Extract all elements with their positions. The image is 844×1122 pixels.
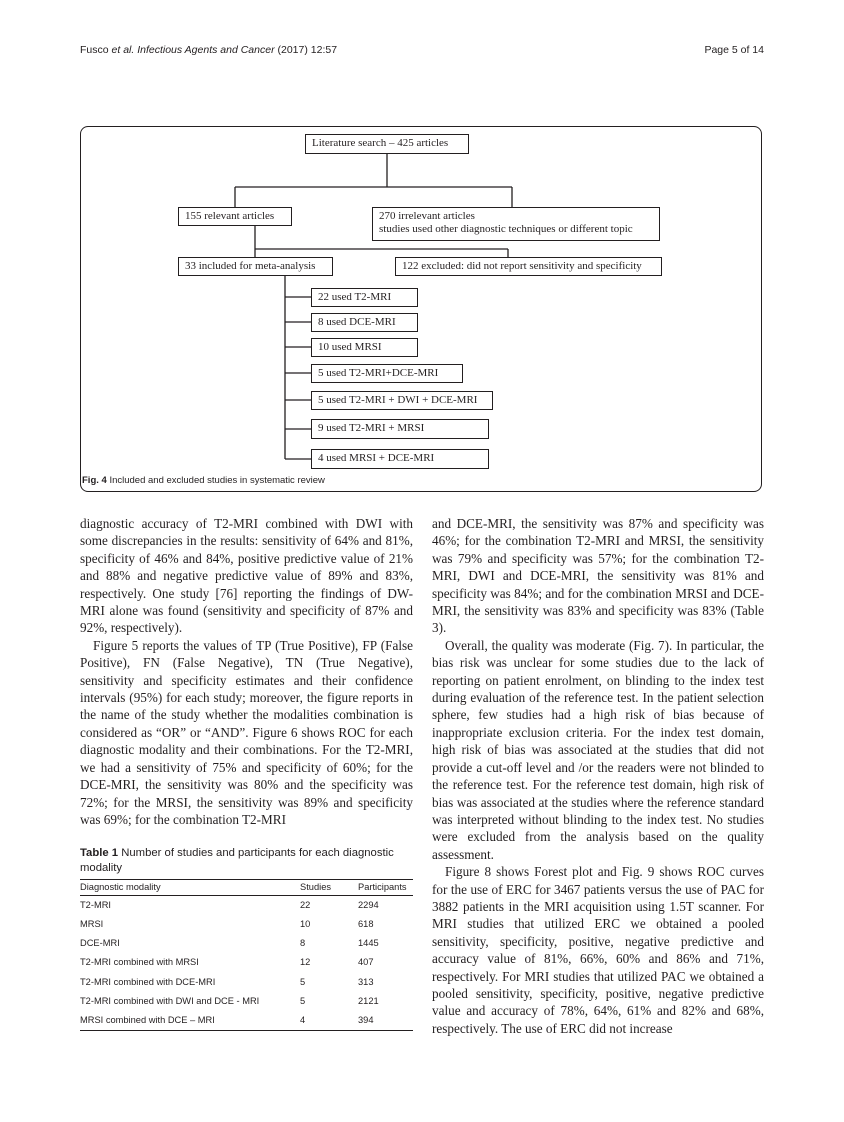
table-row <box>80 934 413 953</box>
table-1 <box>80 879 413 1031</box>
cell-modality: T2-MRI combined with DWI and DCE - MRI <box>80 995 260 1006</box>
figure-4-caption <box>82 475 325 486</box>
right-paragraph-3: Figure 8 shows Forest plot and Fig. 9 shows ROC curves for the use of ERC for 3467 patients versus the use of PAC for 3882 patients in the MRI acquisition using 1.5T scanner. For MRI studies that utilized ERC we obtained a pooled sensitivity, specificity, positive, negative predictive and accuracy value of 81%, 66%, 60% and 86% and 71%, respectively. For MRI studies that utilized PAC we obtained a pooled sensitivity, specificity, positive, negative predictive value and accuracy of 78%, 64%, 61% and 82% and 68%, respectively. The use of ERC did not increase <box>432 864 764 1036</box>
cell-studies: 22 <box>300 900 311 910</box>
table-row <box>80 896 413 915</box>
table-header-row <box>80 880 413 896</box>
box-dce-mri: 8 used DCE-MRI <box>311 313 418 332</box>
right-paragraph-1: and DCE-MRI, the sensitivity was 87% and specificity was 46%; for the combination T2-MRI and MRSI, the sensitivity was 79% and specificity was 57%; for the combination T2-MRI, DWI and DCE-MRI, the sensitivity was 81% and specificity was 84%; and for the combination MRSI and DCE-MRI, the sensitivity was 83% and specificity was 83% (Table 3). <box>432 516 764 636</box>
citation-rest: (2017) 12:57 <box>274 44 338 56</box>
table-header-participants: Participants <box>358 880 413 896</box>
cell-studies: 8 <box>300 938 306 949</box>
table-title-label: Table 1 <box>80 847 119 859</box>
citation-etal: et al. <box>111 44 135 56</box>
table-row <box>80 1011 413 1030</box>
cell-studies: 5 <box>300 995 306 1006</box>
figure-caption-label: Fig. 4 <box>82 475 107 486</box>
box-included-meta-analysis: 33 included for meta-analysis <box>178 257 333 276</box>
cell-studies: 4 <box>300 1011 358 1030</box>
table-row <box>80 992 413 1011</box>
box-mrsi: 10 used MRSI <box>311 338 418 357</box>
box-excluded: 122 excluded: did not report sensitivity and specificity <box>395 257 662 276</box>
cell-modality: MRSI <box>80 918 104 929</box>
cell-modality: T2-MRI combined with MRSI <box>80 957 199 968</box>
cell-participants: 2294 <box>358 900 379 910</box>
box-literature-search: Literature search – 425 articles <box>305 134 469 154</box>
cell-participants: 2121 <box>358 995 379 1006</box>
cell-modality: T2-MRI combined with DCE-MRI <box>80 976 216 987</box>
table-header-studies: Studies <box>300 880 358 896</box>
table-row <box>80 973 413 992</box>
citation-journal: Infectious Agents and Cancer <box>137 44 275 56</box>
cell-modality: DCE-MRI <box>80 938 120 949</box>
left-paragraph-1: diagnostic accuracy of T2-MRI combined with DWI with some discrepancies in the results: sensitivity of 64% and 81%, specificity of 46% and 84%, positive predictive value of 21% and 88% and negative predictive value of 89% and 83%, respectively. One study [76] reporting the findings of DW-MRI alone was found (sensitivity and specificity of 87% and 92%, respectively). <box>80 516 413 636</box>
irrelevant-line-1: 270 irrelevant articles <box>379 210 475 222</box>
box-mrsi-dce: 4 used MRSI + DCE-MRI <box>311 449 489 469</box>
running-header-citation <box>80 44 337 56</box>
figure-caption-text: Included and excluded studies in systematic review <box>106 475 325 486</box>
cell-participants: 1445 <box>358 938 379 949</box>
table-1-title <box>80 846 415 876</box>
cell-participants: 394 <box>358 1011 413 1030</box>
left-column <box>80 515 413 828</box>
box-t2-dwi-dce: 5 used T2-MRI + DWI + DCE-MRI <box>311 391 493 410</box>
cell-modality: T2-MRI <box>80 900 111 910</box>
box-t2-dce: 5 used T2-MRI+DCE-MRI <box>311 364 463 383</box>
cell-studies: 12 <box>300 957 311 968</box>
page-number: Page 5 of 14 <box>704 44 764 56</box>
table-header-modality: Diagnostic modality <box>80 880 300 896</box>
table-row <box>80 915 413 934</box>
table-title-text: Number of studies and participants for each diagnostic modality <box>80 847 394 874</box>
cell-participants: 313 <box>358 976 374 987</box>
citation-author: Fusco <box>80 44 112 56</box>
box-irrelevant-articles <box>372 207 660 241</box>
cell-studies: 5 <box>300 976 306 987</box>
box-t2-mrsi: 9 used T2-MRI + MRSI <box>311 419 489 439</box>
right-column <box>432 515 764 1037</box>
box-relevant-articles: 155 relevant articles <box>178 207 292 226</box>
table-row <box>80 953 413 972</box>
cell-participants: 618 <box>358 918 374 929</box>
irrelevant-line-2: studies used other diagnostic techniques or different topic <box>379 223 633 235</box>
left-paragraph-2: Figure 5 reports the values of TP (True Positive), FP (False Positive), FN (False Negative), TN (True Negative), sensitivity and specificity estimates and their confidence intervals (95%) for each study; moreover, the figure reports in the name of the study whether the modalities combination is considered as “OR” or “AND”. Figure 6 shows ROC for each diagnostic modality and their combinations. For the T2-MRI, we had a sensitivity of 75% and specificity of 60%; for the DCE-MRI, the sensitivity was 80% and the specificity was 72%; for the MRSI, the sensitivity was 89% and specificity was 69%; for the combination T2-MRI <box>80 637 413 827</box>
cell-modality: MRSI combined with DCE – MRI <box>80 1011 300 1030</box>
box-t2-mri: 22 used T2-MRI <box>311 288 418 307</box>
cell-participants: 407 <box>358 957 374 968</box>
cell-studies: 10 <box>300 918 311 929</box>
right-paragraph-2: Overall, the quality was moderate (Fig. 7). In particular, the bias risk was unclear for some studies due to the lack of reporting on patient enrolment, on blinding to the index test during evaluation of the reference test. In the patient selection sphere, few studies had a high risk of bias because of inappropriate exclusion criteria. For the index test domain, high risk of bias was associated at the studies that did not provide a cut-off level and /or the readers were not blinded to the reference test. For the reference test domain, high risk of bias was associated at the studies where the reference standard was interpreted without blinding to the index test. No studies were excluded from the analysis based on the quality assessment. <box>432 637 764 862</box>
